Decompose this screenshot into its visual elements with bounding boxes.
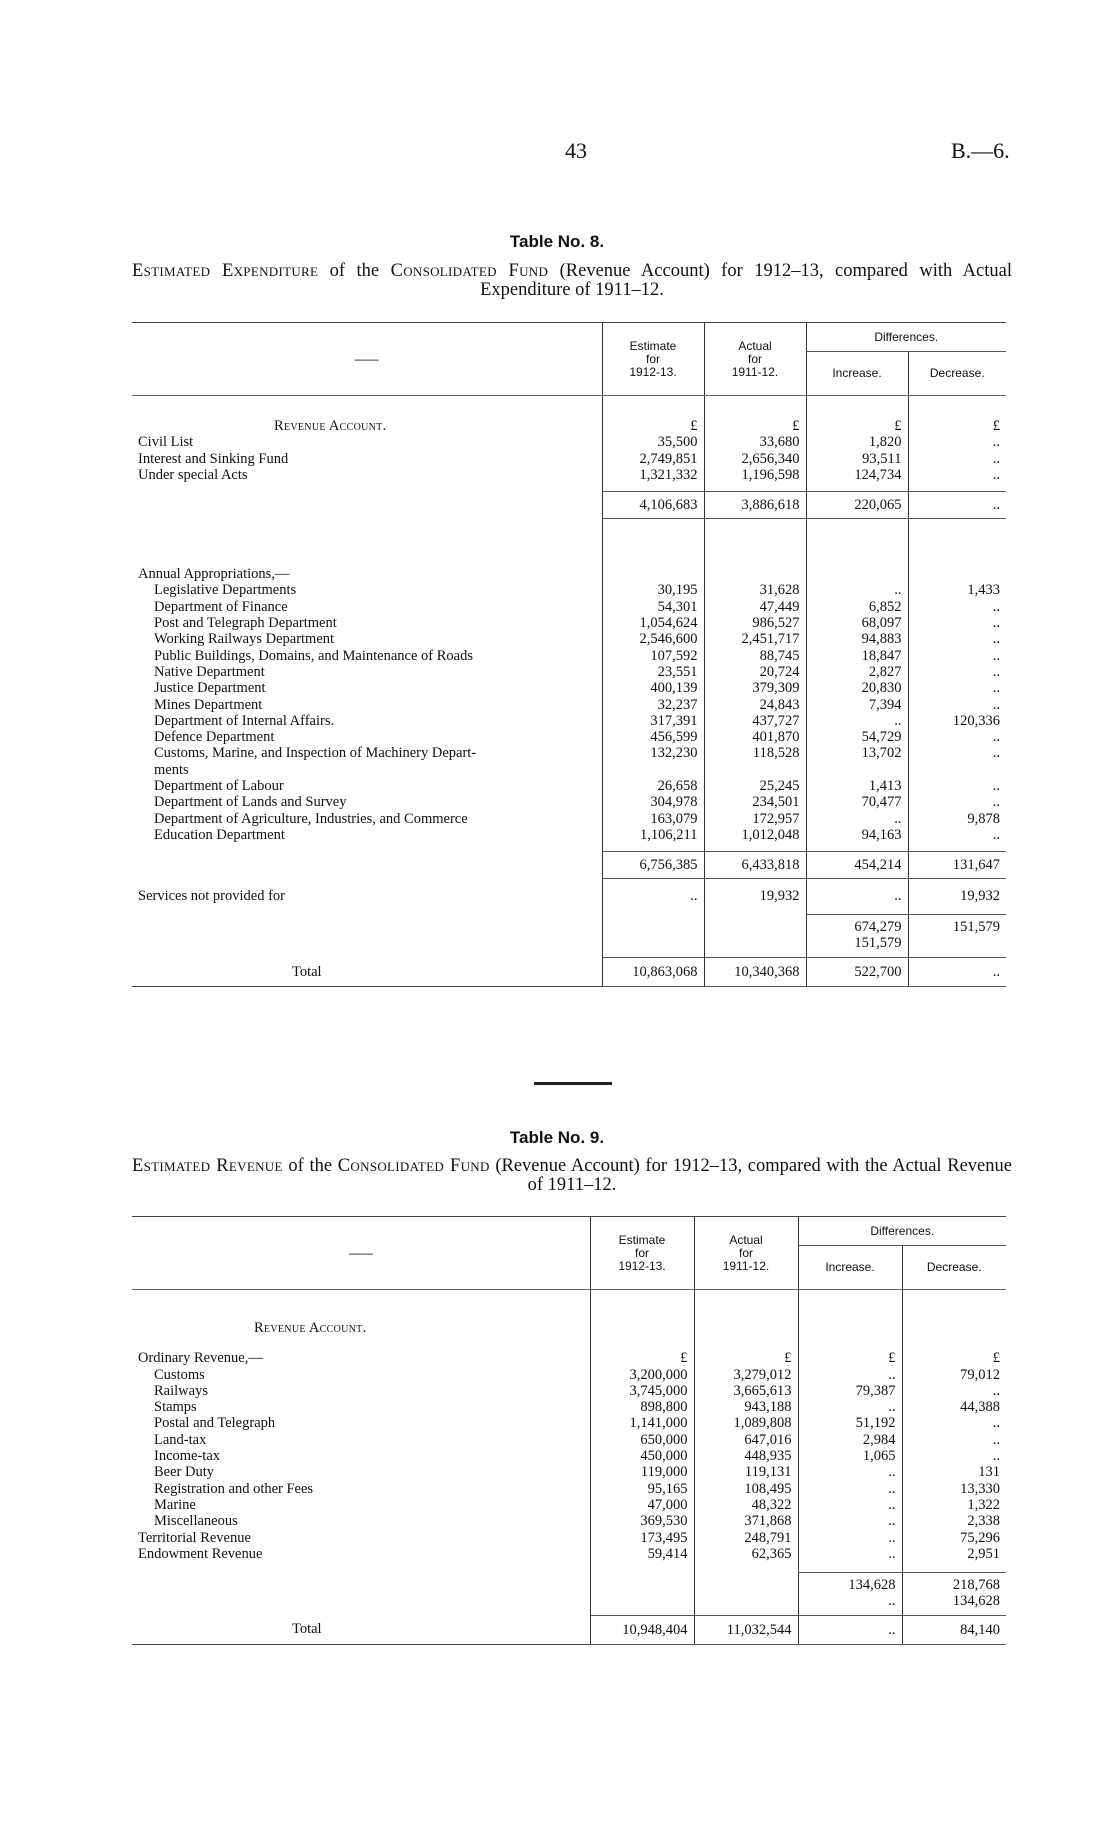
table8-decrease-header: Decrease. xyxy=(908,352,1006,396)
row-label: Stamps xyxy=(154,1399,197,1416)
table-row: Income-tax 450,000 448,935 1,065 .. xyxy=(132,1448,1006,1464)
page-number: 43 xyxy=(565,138,587,163)
row-label: Civil List xyxy=(138,434,194,451)
document-series: B.—6. xyxy=(951,138,1010,163)
table9-increase-header: Increase. xyxy=(798,1246,902,1290)
table8-appropriation-subtotal-row: 6,756,385 6,433,818 454,214 131,647 xyxy=(132,851,1006,878)
table9-blank-header: —— xyxy=(348,1245,373,1260)
table-row xyxy=(132,762,1006,778)
row-label: Education Department xyxy=(154,826,285,843)
row-label: ments xyxy=(154,761,189,778)
table-row: Marine 47,000 48,322 .. 1,322 xyxy=(132,1497,1006,1513)
table9-decrease-header: Decrease. xyxy=(902,1246,1006,1290)
table-row: Interest and Sinking Fund 2,749,851 2,656,340 93,511 .. xyxy=(132,451,1006,467)
table-row: Mines Department 32,237 24,843 7,394 .. xyxy=(132,697,1006,713)
row-label: Customs xyxy=(154,1366,205,1383)
table9-actual-header: Actual for 1911-12. xyxy=(694,1217,798,1290)
row-label: Mines Department xyxy=(154,696,263,713)
table-row: Native Department 23,551 20,724 2,827 .. xyxy=(132,664,1006,680)
table8-total-row: Total 10,863,068 10,340,368 522,700 .. xyxy=(132,958,1006,987)
table-row: Railways 3,745,000 3,665,613 79,387 .. xyxy=(132,1383,1006,1399)
table8-differences-header: Differences. xyxy=(806,323,1006,352)
table8 xyxy=(132,322,1006,987)
row-label: Postal and Telegraph xyxy=(154,1415,276,1432)
row-label: Territorial Revenue xyxy=(138,1529,251,1546)
table-row: Working Railways Department 2,546,600 2,451,717 94,883 .. xyxy=(132,631,1006,647)
table-row: Department of Agriculture, Industries, and Commerce 163,079 172,957 .. 9,878 xyxy=(132,811,1006,827)
table-row: Civil List 35,500 33,680 1,820 .. xyxy=(132,434,1006,450)
table9-estimate-header: Estimate for 1912-13. xyxy=(590,1217,694,1290)
table-row: Endowment Revenue 59,414 62,365 .. 2,951 xyxy=(132,1546,1006,1562)
section-divider xyxy=(534,1082,612,1085)
row-label: Endowment Revenue xyxy=(138,1545,263,1562)
table9-ordinary-heading-row: Ordinary Revenue,— £ £ £ £ xyxy=(132,1350,1006,1366)
row-label: Department of Labour xyxy=(154,778,284,795)
table8-caption: Estimated Expenditure of the Consolidated Fund (Revenue Account) for 1912–13, compared with Actual Expenditure of 1911–12. xyxy=(132,261,1012,300)
row-label: Post and Telegraph Department xyxy=(154,615,337,632)
row-label: Interest and Sinking Fund xyxy=(138,450,289,467)
table-row: Education Department 1,106,211 1,012,048 94,163 .. xyxy=(132,827,1006,843)
table-row: Justice Department 400,139 379,309 20,830 .. xyxy=(132,680,1006,696)
table8-actual-header: Actual for 1911-12. xyxy=(704,323,806,396)
table8-blank-header: —— xyxy=(354,351,379,366)
table-row: Stamps 898,800 943,188 .. 44,388 xyxy=(132,1399,1006,1415)
row-label: Customs, Marine, and Inspection of Machinery Depart- xyxy=(154,745,477,762)
row-label: Public Buildings, Domains, and Maintenance of Roads xyxy=(154,647,473,664)
table-row: Beer Duty 119,000 119,131 .. 131 xyxy=(132,1464,1006,1480)
row-label: Legislative Departments xyxy=(154,582,297,599)
table-row: Miscellaneous 369,530 371,868 .. 2,338 xyxy=(132,1513,1006,1529)
row-label: Department of Internal Affairs. xyxy=(154,712,335,729)
table8-services-row: Services not provided for .. 19,932 .. 19,932 xyxy=(132,888,1006,904)
table8-increase-header: Increase. xyxy=(806,352,908,396)
table8-balance-row: 674,279 151,579 151,579 xyxy=(132,915,1006,952)
row-label: Department of Lands and Survey xyxy=(154,794,347,811)
table9-title: Table No. 9. xyxy=(509,1128,605,1147)
table-row: Department of Lands and Survey 304,978 234,501 70,477 .. xyxy=(132,794,1006,810)
row-label: Defence Department xyxy=(154,729,275,746)
row-label: Under special Acts xyxy=(138,466,248,483)
table8-estimate-header: Estimate for 1912-13. xyxy=(602,323,704,396)
table8-title: Table No. 8. xyxy=(509,232,605,251)
table-row: Defence Department 456,599 401,870 54,729 .. xyxy=(132,729,1006,745)
row-label: Native Department xyxy=(154,663,265,680)
table-row: Territorial Revenue 173,495 248,791 .. 75,296 xyxy=(132,1530,1006,1546)
table-row: Under special Acts 1,321,332 1,196,598 124,734 .. xyxy=(132,467,1006,483)
row-label: Marine xyxy=(154,1496,196,1513)
row-label: Land-tax xyxy=(154,1431,207,1448)
table9-total-row: Total 10,948,404 11,032,544 .. 84,140 xyxy=(132,1615,1006,1644)
row-label: Department of Agriculture, Industries, and Commerce xyxy=(154,810,468,827)
row-label: Income-tax xyxy=(154,1448,221,1465)
table-row: Public Buildings, Domains, and Maintenance of Roads 107,592 88,745 18,847 .. xyxy=(132,648,1006,664)
table8-appropriations-heading: Annual Appropriations,— xyxy=(138,566,290,583)
table-row: Department of Labour 26,658 25,245 1,413 .. xyxy=(132,778,1006,794)
table9-balance-row: 134,628 .. 218,768 134,628 xyxy=(132,1572,1006,1609)
table8-section-row: Revenue Account. £ £ £ £ xyxy=(132,418,1006,434)
table-row: Customs 3,200,000 3,279,012 .. 79,012 xyxy=(132,1367,1006,1383)
row-label: Registration and other Fees xyxy=(154,1480,314,1497)
table-row: Land-tax 650,000 647,016 2,984 .. xyxy=(132,1432,1006,1448)
table-row: Legislative Departments 30,195 31,628 .. 1,433 xyxy=(132,582,1006,598)
table-row: Customs, Marine, and Inspection of Machinery Depart- 132,230 118,528 13,702 .. xyxy=(132,745,1006,761)
table8-revenue-subtotal-row: 4,106,683 3,886,618 220,065 .. xyxy=(132,491,1006,518)
table9-section-heading: Revenue Account. xyxy=(254,1320,367,1336)
table8-section-heading: Revenue Account. xyxy=(274,418,387,434)
table9-caption: Estimated Revenue of the Consolidated Fund (Revenue Account) for 1912–13, compared with the Actual Revenue of 1911–12. xyxy=(132,1156,1012,1195)
row-label: Railways xyxy=(154,1382,208,1399)
row-label: Department of Finance xyxy=(154,598,288,615)
table-row: Postal and Telegraph 1,141,000 1,089,808 51,192 .. xyxy=(132,1415,1006,1431)
table-row: Post and Telegraph Department 1,054,624 986,527 68,097 .. xyxy=(132,615,1006,631)
table-row: Department of Internal Affairs. 317,391 437,727 .. 120,336 xyxy=(132,713,1006,729)
row-label: Working Railways Department xyxy=(154,631,335,648)
table-row: Registration and other Fees 95,165 108,495 .. 13,330 xyxy=(132,1481,1006,1497)
row-label: Miscellaneous xyxy=(154,1513,238,1530)
table9 xyxy=(132,1216,1006,1645)
row-label: Justice Department xyxy=(154,680,266,697)
row-label: Beer Duty xyxy=(154,1464,214,1481)
table9-ordinary-heading: Ordinary Revenue,— xyxy=(138,1350,263,1367)
table9-differences-header: Differences. xyxy=(798,1217,1006,1246)
table-row: Department of Finance 54,301 47,449 6,852 .. xyxy=(132,599,1006,615)
